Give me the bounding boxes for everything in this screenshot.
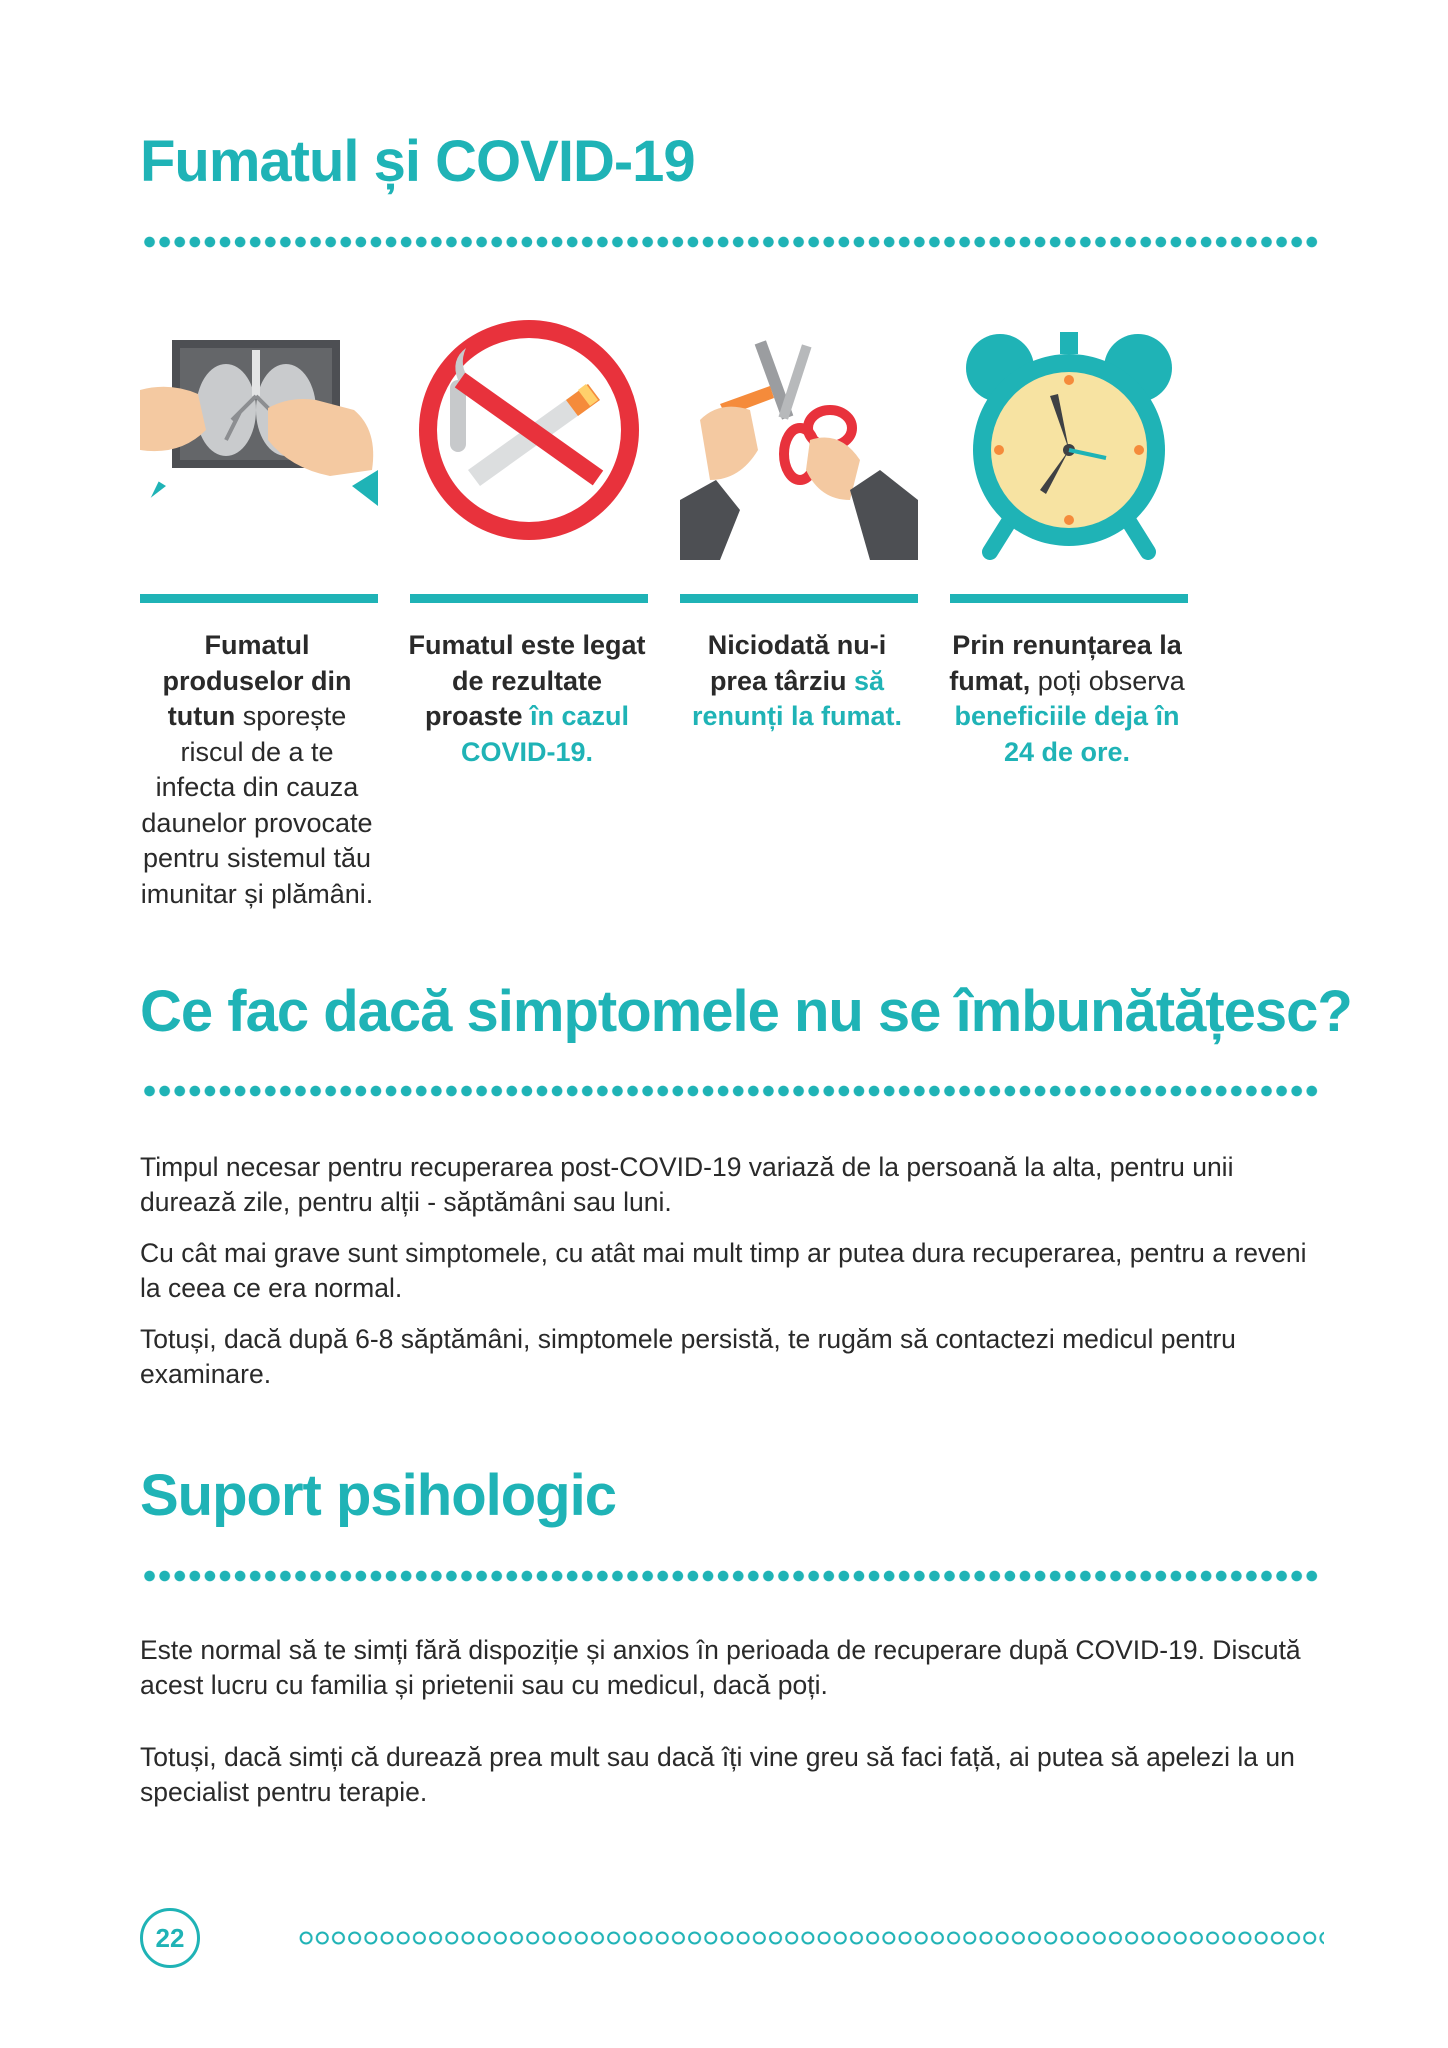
dotted-divider — [142, 1570, 1320, 1582]
section-title-smoking: Fumatul și COVID-19 — [140, 129, 695, 194]
footer-dotted-line — [298, 1930, 1324, 1946]
smoking-caption-3: Niciodată nu-i prea târziu să renunți la fumat. — [691, 630, 902, 731]
teal-bar — [950, 594, 1188, 603]
section-title-support: Suport psihologic — [140, 1463, 616, 1528]
page-number: 22 — [140, 1908, 200, 1968]
alarm-clock-icon — [950, 320, 1188, 560]
teal-bar — [410, 594, 648, 603]
symptoms-paragraph-1: Timpul necesar pentru recuperarea post-COVID-19 variază de la persoană la alta, pentru unii durează zile, pentru alții - săptămâni sau luni. — [140, 1152, 1234, 1217]
symptoms-paragraph-2: Cu cât mai grave sunt simptomele, cu atât mai mult timp ar putea dura recuperarea, pentru a reveni la ceea ce era normal. — [140, 1238, 1307, 1303]
support-paragraph-1: Este normal să te simți fără dispoziție și anxios în perioada de recuperare după COVID-19. Discută acest lucru cu familia și prietenii sau cu medicul, dacă poți. — [140, 1635, 1301, 1700]
symptoms-paragraph-3: Totuși, dacă după 6-8 săptămâni, simptomele persistă, te rugăm să contactezi medicul pentru examinare. — [140, 1324, 1236, 1389]
dotted-divider — [142, 236, 1320, 248]
smoking-caption-4: Prin renunțarea la fumat, poți observa beneficiile deja în 24 de ore. — [949, 630, 1185, 767]
dotted-divider — [142, 1085, 1320, 1097]
cut-cigarette-icon — [680, 320, 918, 560]
support-paragraph-2: Totuși, dacă simți că durează prea mult sau dacă îți vine greu să faci față, ai putea să apelezi la un specialist pentru terapie. — [140, 1742, 1295, 1807]
teal-bar — [680, 594, 918, 603]
no-smoking-icon — [410, 320, 648, 560]
lung-xray-icon — [140, 320, 378, 560]
teal-bar — [140, 594, 378, 603]
smoking-caption-1: Fumatul produselor din tutun sporește riscul de a te infecta din cauza daunelor provocate pentru sistemul tău imunitar și plămâni. — [140, 630, 374, 909]
section-title-symptoms: Ce fac dacă simptomele nu se îmbunătățesc? — [140, 979, 1352, 1044]
smoking-caption-2: Fumatul este legat de rezultate proaste în cazul COVID-19. — [408, 630, 646, 767]
